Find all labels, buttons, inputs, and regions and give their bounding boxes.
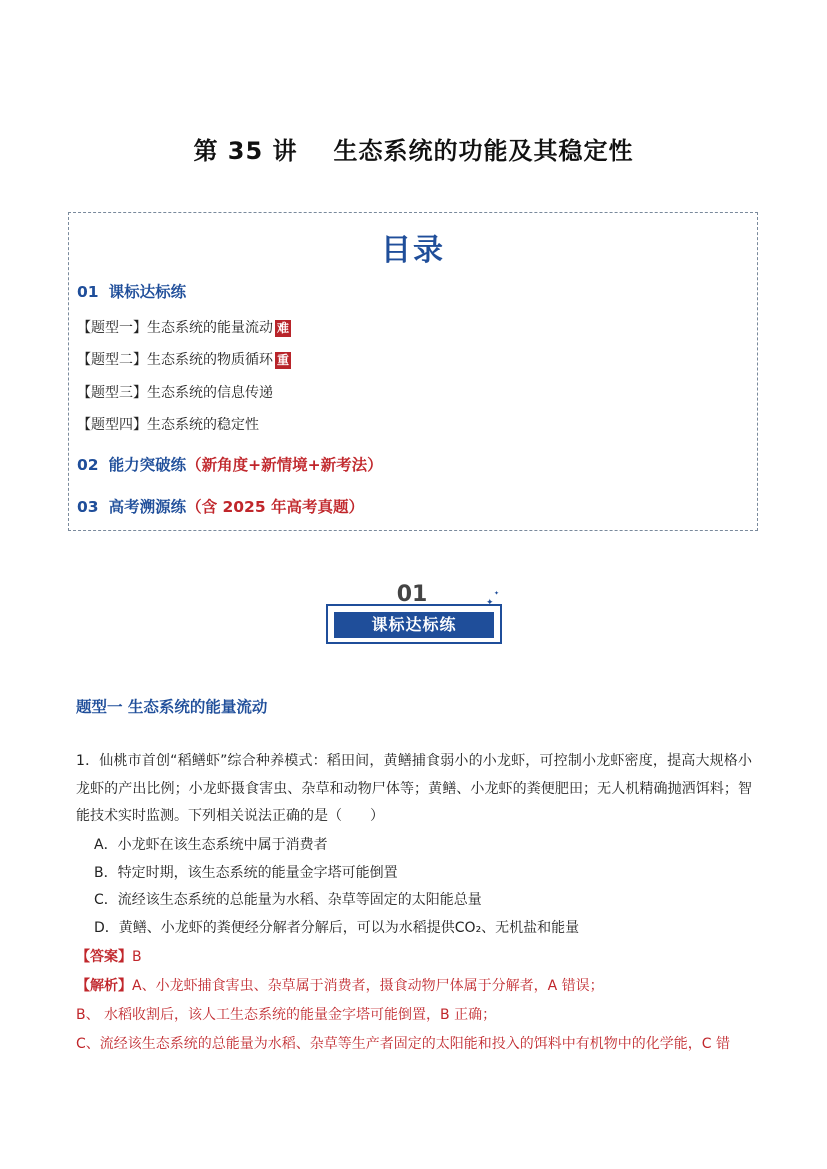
toc-item-label: 【题型三】生态系统的信息传递 [77,385,273,401]
page-title [0,131,827,166]
toc-section-3[interactable] [77,495,364,517]
difficulty-tag: 难 [277,321,290,335]
toc-item-3[interactable] [77,382,273,402]
toc-section-label: 课标达标练 [108,283,187,301]
toc-item-4[interactable] [77,414,259,434]
option-b[interactable]: B．特定时期，该生态系统的能量金字塔可能倒置 [94,865,398,881]
answer-line [76,946,142,966]
question-type-heading: 题型一 生态系统的能量流动 [76,698,268,716]
option-c[interactable]: C．流经该生态系统的总能量为水稻、杂草等固定的太阳能总量 [94,892,482,908]
analysis-line-1 [76,975,604,995]
toc-section-number: 03 [77,498,99,516]
answer-label: 【答案】 [76,949,132,965]
analysis-line-2: B、 水稻收割后，该人工生态系统的能量金字塔可能倒置，B 正确； [76,1007,497,1023]
toc-section-label: 高考溯源练 [108,498,187,516]
toc-item-label: 【题型二】生态系统的物质循环 [77,352,273,368]
toc-section-number: 02 [77,456,99,474]
toc-section-1[interactable] [77,280,186,302]
lesson-number: 第 35 讲 [193,137,298,165]
toc-item-2[interactable] [77,349,291,369]
toc-heading: 目录 [381,233,445,268]
toc-section-extra: （新角度+新情境+新考法） [186,456,383,474]
toc-section-number: 01 [77,283,99,301]
lesson-topic: 生态系统的功能及其稳定性 [333,137,634,165]
answer-value: B [132,949,142,965]
toc-item-label: 【题型四】生态系统的稳定性 [77,417,259,433]
analysis-text: A、小龙虾捕食害虫、杂草属于消费者，摄食动物尸体属于分解者，A 错误； [132,978,604,994]
toc-section-extra: （含 2025 年高考真题） [186,498,365,516]
toc-item-label: 【题型一】生态系统的能量流动 [77,320,273,336]
question-stem: 1．仙桃市首创“稻鳝虾”综合种养模式：稻田间，黄鳝捕食弱小的小龙虾，可控制小龙虾密度，提高大规格小龙虾的产出比例；小龙虾摄食害虫、杂草和动物尸体等；黄鳝、小龙虾的粪便肥田；无人机精确抛洒饵料；智能技术实时监测。下列相关说法正确的是（ ） [76,753,752,824]
table-of-contents [68,212,758,531]
importance-tag: 重 [277,353,290,367]
analysis-line-3: C、流经该生态系统的总能量为水稻、杂草等生产者固定的太阳能和投入的饵料中有机物中的化学能，C 错 [76,1036,730,1052]
option-a[interactable]: A．小龙虾在该生态系统中属于消费者 [94,837,328,853]
analysis-label: 【解析】 [76,978,132,994]
section-badge [320,580,510,650]
badge-label: 课标达标练 [334,612,494,638]
option-d[interactable]: D．黄鳝、小龙虾的粪便经分解者分解后，可以为水稻提供CO₂、无机盐和能量 [94,920,580,936]
sparkle-icon: ✦ [486,598,494,608]
toc-section-label: 能力突破练 [108,456,187,474]
toc-section-2[interactable] [77,453,383,475]
toc-item-1[interactable] [77,317,291,337]
sparkle-icon: ✦ [494,590,500,597]
badge-number: 01 [396,582,428,607]
